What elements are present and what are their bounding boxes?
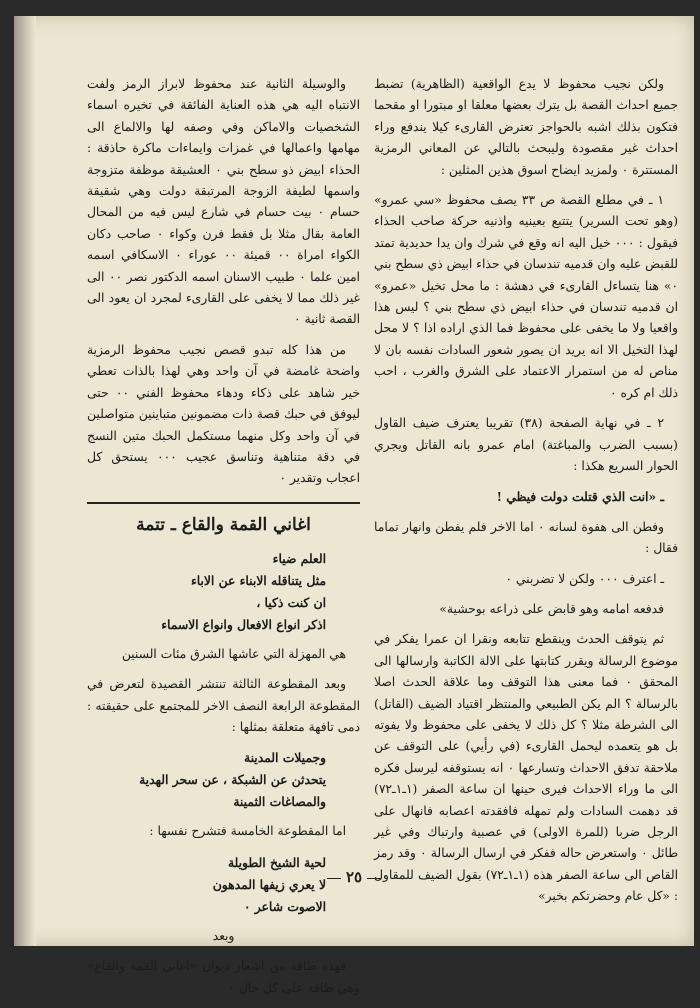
page-number [314, 868, 394, 886]
example-one: ١ ـ في مطلع القصة ص ٣٣ يصف محفوظ «سي عمرو» (وهو تحت السرير) يتتبع بعينيه واذنيه حركة صاحب الحذاء فيقول : ٠٠٠ خيل اليه انه وقع في شرك وان يدا حديدية تمتد للقبض عليه وان قدميه تندسان في حذاء ابيض ذي سطح بني ٠» هنا يتساءل القارىء في دهشة : ما محل تخيل «عمرو» ان قدميه تندسان في حذاء ابيض ذي سطح بني ؟ ليس هذا واقعيا ولا ما يخفى على محفوظ فما الذي اراده اذا ؟ لا محل لهذا التخيل الا انه يريد ان يصور شعور السادات نفسه بان لا مناص له من استمرار الاعتماد على الشرق والغرب ، احب ذلك ام كره ٠ [374, 193, 678, 400]
poem-stanza [87, 548, 360, 636]
dialog-line: فدفعه امامه وهو قابض على ذراعه بوحشية» [439, 601, 664, 616]
paragraph: ثم يتوقف الحدث وينقطع تتابعه ونقرا ان عمرا يفكر في موضوع الرسالة ويقرر كتابتها على الالة الكاتبة وارسالها الى المحقق ٠ فما معنى هذا التوقف وما علاقة الحدث اصلا بالرسالة ؟ الم يكن الطبيعي والمنتظر اقتياد الضيف (القاتل) الى الشرطة مثلا ؟ كل ذلك لا يخفى على محفوظ ولا يفوته بل هو يتعمده ليحمل القارىء (في رأيي) على التوقف عن ملاحقة تدفق الاحداث وتسارعها ٠ انه يستوقفه ليرسل فكره الى ما وراء الاحداث فيرى حينها ان ساعة الصفر (١ـ١ـ٧٢) قد دهمت السادات ولم تمهله فافقدته اعصابه فانهال على الرجل ضربا (للمرة الاولى) في عصبية وارتباك وفي غير طائل ٠ واستعرض حاله ففكر في ارسال الرسالة ٠ وقد رمز القاص الى ساعة الصفر هذه (١ـ١ـ٧٢) بقول الضيف للمقاول : «كل عام وحضرتكم بخير» [374, 632, 678, 904]
dialog-line: ـ «انت الذي قتلت دولت فيظي ! [496, 489, 664, 505]
page-number-text: ٢٥ [345, 868, 363, 886]
poem-line: لحية الشيخ الطويلة [227, 854, 326, 870]
page-number-dash [327, 878, 341, 879]
poem-line: لا يعري زيفها المدهون [212, 876, 326, 892]
poem-line: ان كنت ذكيا ، [256, 594, 326, 610]
paragraph: وفطن الى هفوة لسانه ٠ اما الاخر فلم يفطن وانهار تماما فقال : [374, 519, 678, 556]
right-column [374, 74, 678, 917]
section-divider [87, 502, 360, 504]
paragraph: اما المقطوعة الخامسة فتشرح نفسها : [149, 824, 346, 839]
paragraph: هي المهزلة التي عاشها الشرق مئات السنين [121, 646, 346, 661]
section-heading: اغاني القمة والقاع ـ تتمة [136, 514, 311, 535]
poem-line: الاصوت شاعر ٠ [243, 898, 326, 914]
paragraph: من هذا كله تبدو قصص نجيب محفوظ الرمزية واضحة غامضة في آن واحد وهي لهذا بالذات تعطي خير شاهد على ذكاء ودهاء محفوظ الفني ٠٠ حتى ليوفق في حبك قصة ذات مضمونين متباينين متواصلين في آن واحد وكل منهما مستكمل الحبك متين النسج في دقة متناهية وتناسق عجيب ٠٠٠ يستحق كل اعجاب وتقدير ٠ [87, 342, 360, 486]
page-spine-shadow [14, 16, 36, 946]
poem-line: وجميلات المدينة [243, 750, 326, 766]
poem-stanza [87, 747, 360, 813]
paragraph: فهذه طاقة من اشعار ديوان «اغاني القمة والقاع» وهي طاقة على كل حال ٠ [87, 959, 360, 995]
page-number-dash [367, 878, 381, 879]
paragraph: وبعد المقطوعة الثالثة تنتشر القصيدة لتعرض في المقطوعة الرابعة النصف الاخر للمجتمع على حقيقته : دمى تافهة متعلقة بمثلها : [87, 677, 360, 734]
paragraph: وبعد [212, 928, 235, 943]
dialog-line: ـ اعترف ٠٠٠ ولكن لا تضربني ٠ [505, 571, 664, 586]
paragraph: والوسيلة الثانية عند محفوظ لابراز الرمز ولفت الانتباه اليه هي هذه العناية الفائقة في تخيره اسماء الشخصيات والاماكن وفي وصفه لها والالماع الى مهامها واعمالها في غمزات وايماءات ماكرة حاذقة : الحذاء ابيض ذو سطح بني ٠ العشيقة موظفة متزوجة واسمها لطيفة الزوجة المرتبقة دولت وهي شقيقة حسام ٠ بيت حسام في شارع ليس فيه من المحال العامة بقال مثلا بل فقط فرن وكواء ٠ صاحب دكان الكواء امراة ٠٠ قميئة ٠٠ عوراء ٠ الاسكافي اسمه امين علما ٠ طبيب الاسنان اسمه الدكتور نصر ٠٠ الى غير ذلك مما لا يخفى على القارىء لمجرد ان يعود الى القصة ثانية ٠ [87, 77, 360, 327]
poem-line: اذكر انواع الافعال وانواع الاسماء [161, 616, 326, 632]
example-two: ٢ ـ في نهاية الصفحة (٣٨) تقريبا يعترف ضيف القاول (بسبب الضرب والمباغتة) امام عمرو بانه القاتل ويجري الحوار السريع هكذا : [374, 416, 678, 473]
magazine-page [14, 16, 694, 995]
poem-line: والمصاغات الثمينة [233, 794, 326, 810]
paragraph: ولكن نجيب محفوظ لا يدع الواقعية (الظاهرية) تضبط جميع احداث القصة بل يترك بعضها معلقا او مبتورا او مقحما فتكون بذلك اشبه بالحواجز تعترض القارىء كيلا يندفع وراء احداث غير مقصودة وليبحث بالتالي عن المعاني الرمزية المستترة ٠ ولمزيد ايضاح اسوق هذين المثلين : [374, 77, 678, 177]
poem-line: يتحدثن عن الشبكة ، عن سحر الهدية [139, 772, 326, 788]
poem-line: العلم ضياء [272, 550, 326, 566]
poem-line: مثل يتناقله الابناء عن الاباء [190, 572, 326, 588]
